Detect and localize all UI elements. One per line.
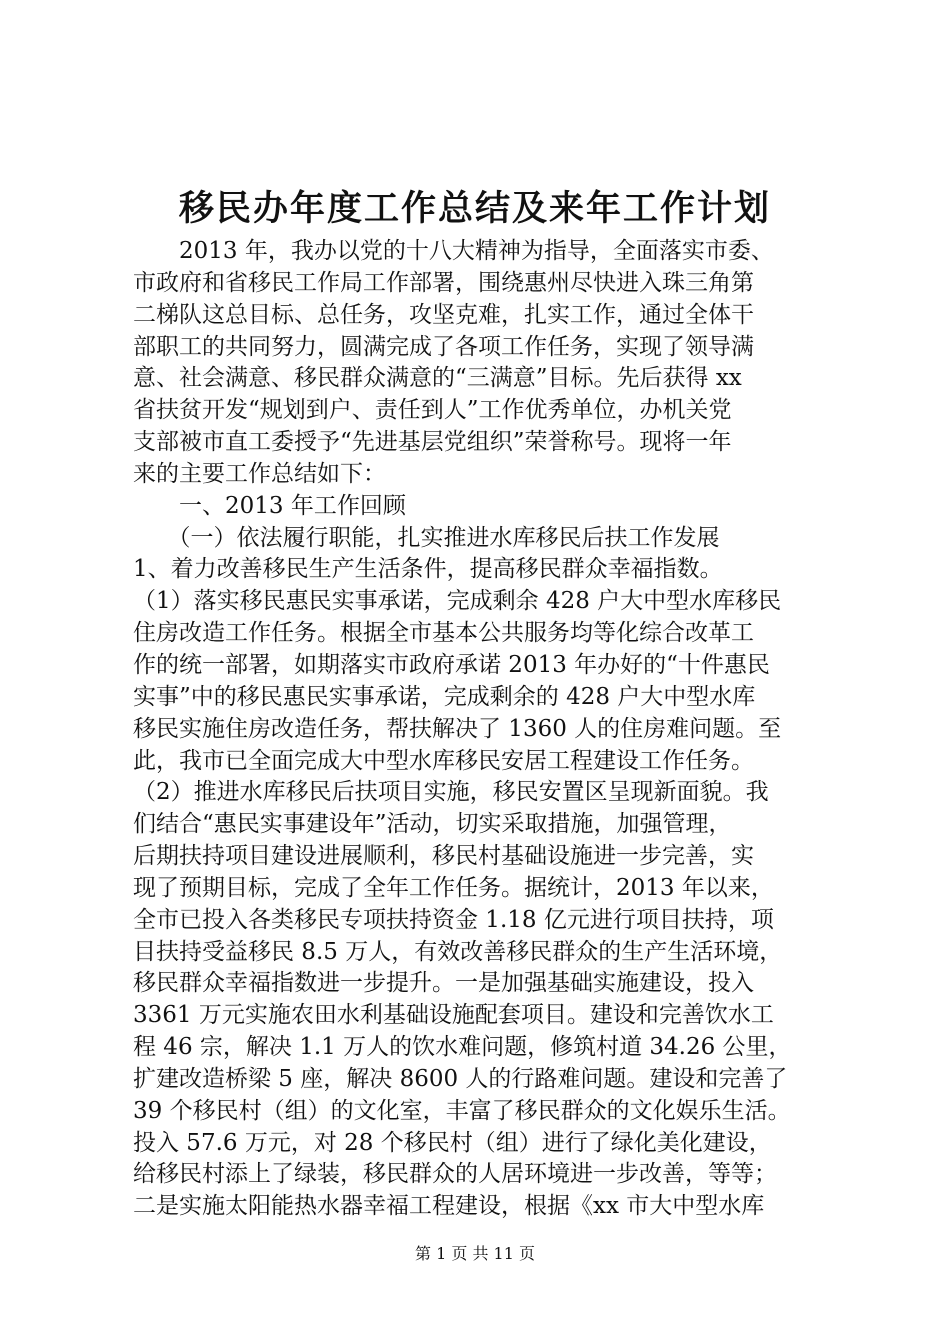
text-line: 3361 万元实施农田水利基础设施配套项目。建设和完善饮水工 — [133, 1002, 774, 1029]
text-line: 实事”中的移民惠民实事承诺，完成剩余的 428 户大中型水库 — [133, 683, 756, 710]
text-line: 二是实施太阳能热水器幸福工程建设，根据《xx 市大中型水库 — [133, 1193, 765, 1220]
text-line: 全市已投入各类移民专项扶持资金 1.18 亿元进行项目扶持，项 — [133, 906, 774, 933]
text-line: 意、社会满意、移民群众满意的“三满意”目标。先后获得 xx — [133, 365, 742, 392]
document-title: 移民办年度工作总结及来年工作计划 — [178, 188, 771, 229]
text-line: 1、着力改善移民生产生活条件，提高移民群众幸福指数。 — [133, 556, 723, 583]
text-line: 支部被市直工委授予“先进基层党组织”荣誉称号。现将一年 — [133, 429, 732, 456]
text-line: 39 个移民村（组）的文化室，丰富了移民群众的文化娱乐生活。 — [133, 1097, 791, 1124]
text-line: 移民实施住房改造任务，帮扶解决了 1360 人的住房难问题。至 — [133, 715, 782, 742]
text-line: 们结合“惠民实事建设年”活动，切实采取措施，加强管理， — [133, 811, 732, 838]
text-line: 投入 57.6 万元，对 28 个移民村（组）进行了绿化美化建设， — [133, 1129, 772, 1156]
text-line: 二梯队这总目标、总任务，攻坚克难，扎实工作，通过全体干 — [133, 301, 754, 328]
text-line: 一、2013 年工作回顾 — [133, 492, 406, 519]
text-line: 目扶持受益移民 8.5 万人，有效改善移民群众的生产生活环境， — [133, 938, 783, 965]
text-line: 现了预期目标，完成了全年工作任务。据统计，2013 年以来， — [133, 874, 774, 901]
text-line: 住房改造工作任务。根据全市基本公共服务均等化综合改革工 — [133, 620, 754, 647]
text-line: 扩建改造桥梁 5 座，解决 8600 人的行路难问题。建设和完善了 — [133, 1065, 788, 1092]
text-line: （2）推进水库移民后扶项目实施，移民安置区呈现新面貌。我 — [133, 779, 769, 806]
page-footer: 第 1 页 共 11 页 — [415, 1244, 535, 1263]
text-line: 部职工的共同努力，圆满完成了各项工作任务，实现了领导满 — [133, 333, 754, 360]
text-line: 来的主要工作总结如下： — [133, 460, 386, 487]
text-line: 市政府和省移民工作局工作部署，围绕惠州尽快进入珠三角第 — [133, 269, 754, 296]
text-line: （一）依法履行职能，扎实推进水库移民后扶工作发展 — [133, 524, 720, 551]
text-line: （1）落实移民惠民实事承诺，完成剩余 428 户大中型水库移民 — [133, 588, 782, 615]
text-line: 后期扶持项目建设进展顺利，移民村基础设施进一步完善，实 — [133, 843, 754, 870]
text-line: 给移民村添上了绿装，移民群众的人居环境进一步改善，等等； — [133, 1161, 777, 1188]
text-line: 作的统一部署，如期落实市政府承诺 2013 年办好的“十件惠民 — [133, 651, 770, 678]
document-body — [133, 236, 833, 1223]
text-line: 省扶贫开发“规划到户、责任到人”工作优秀单位，办机关党 — [133, 397, 732, 424]
text-line: 程 46 宗，解决 1.1 万人的饮水难问题，修筑村道 34.26 公里， — [133, 1034, 792, 1061]
text-line: 移民群众幸福指数进一步提升。一是加强基础实施建设，投入 — [133, 970, 754, 997]
text-line: 此，我市已全面完成大中型水库移民安居工程建设工作任务。 — [133, 747, 754, 774]
text-line: 2013 年，我办以党的十八大精神为指导，全面落实市委、 — [133, 238, 774, 264]
